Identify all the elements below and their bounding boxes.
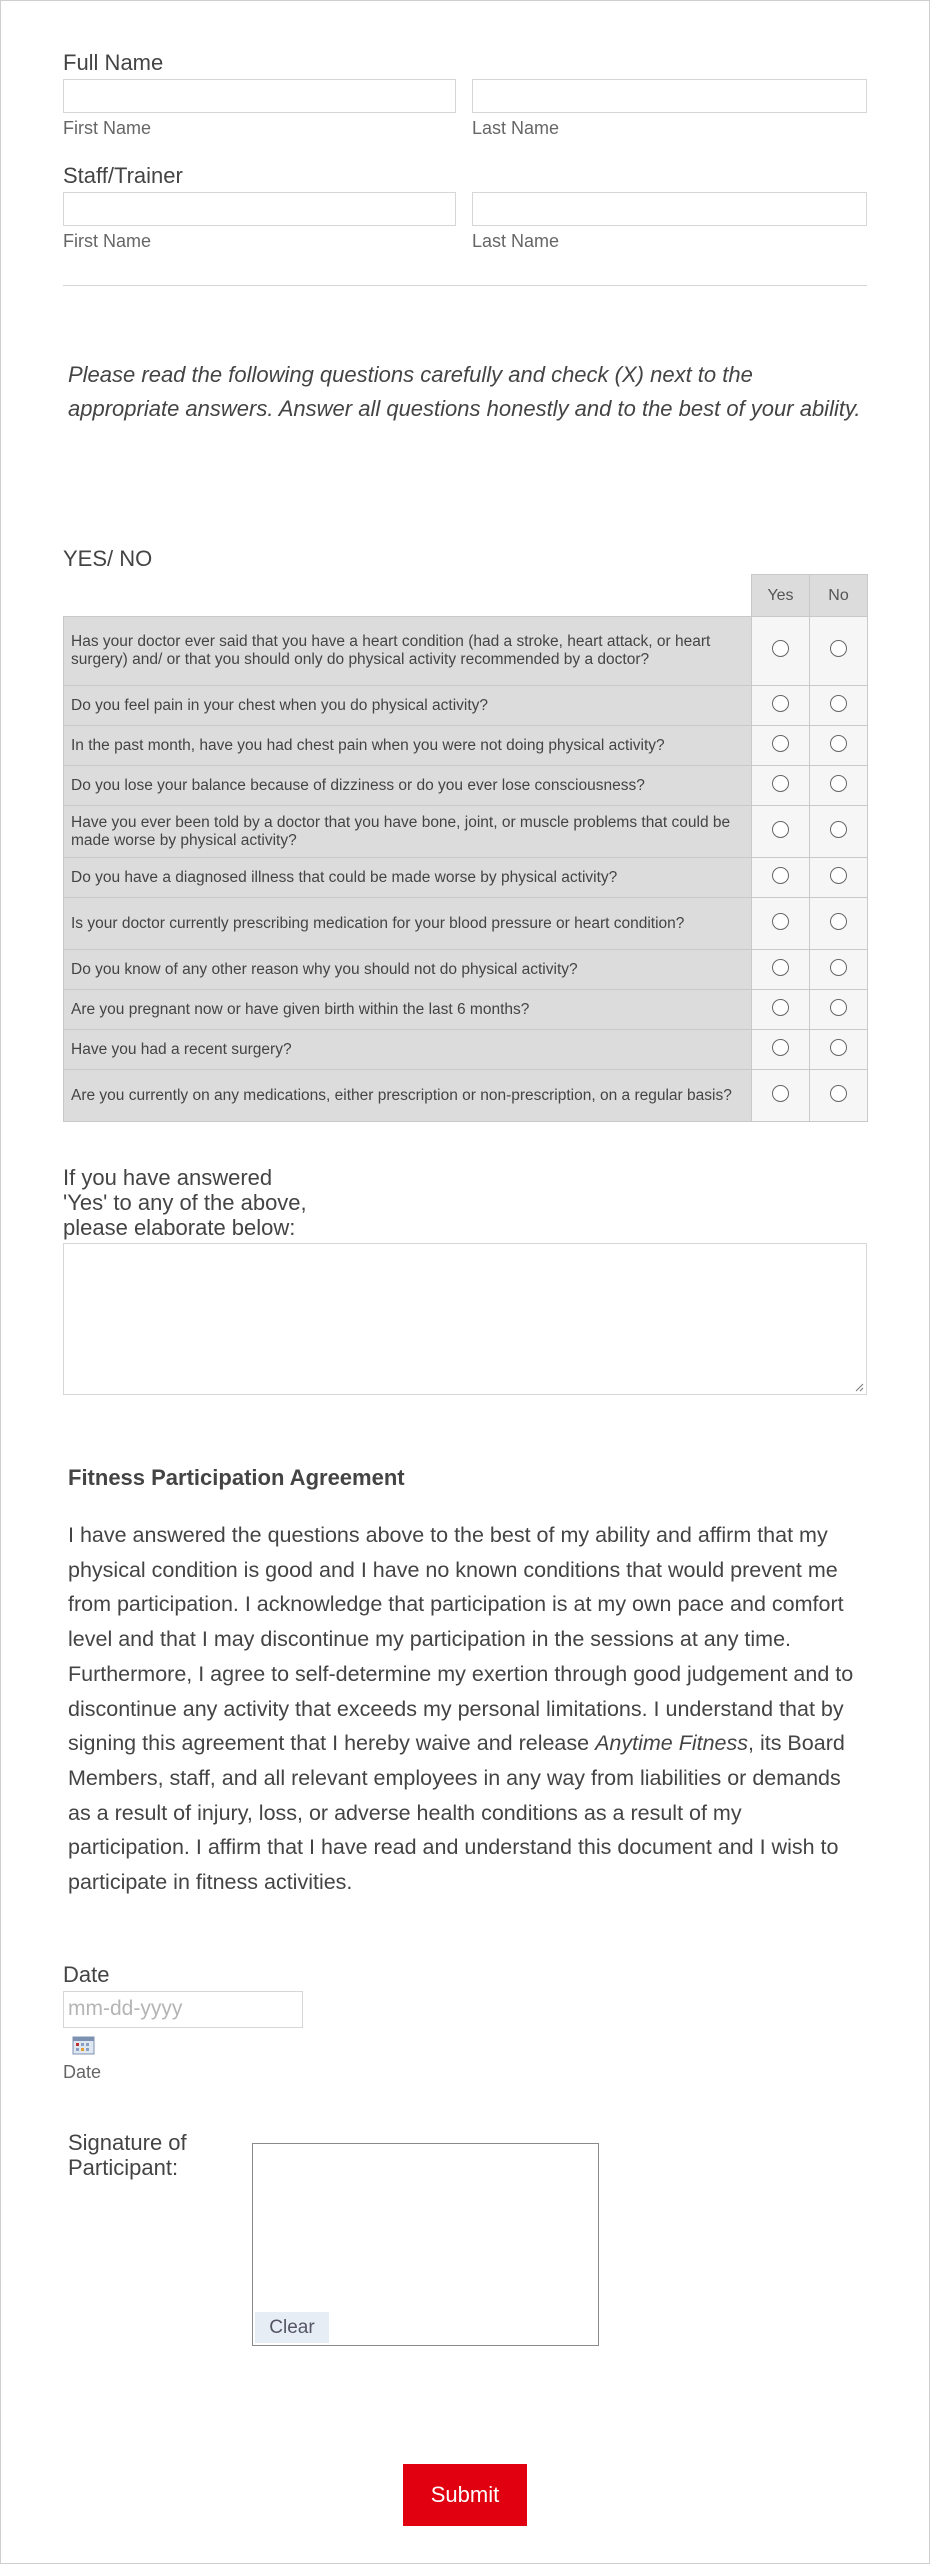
radio-no[interactable] xyxy=(830,775,847,792)
agreement-text: I have answered the questions above to the best of my ability and affirm that my physical condition is good and I have no known conditions that would prevent me from participation. I acknowledge that participation is at my own pace and comfort level and that I may discontinue my participation in the sessions at any time. Furthermore, I agree to self-determine my exertion through good judgement and to discontinue any activity that exceeds my personal limitations. I understand that by signing this agreement that I hereby waive and release xyxy=(68,1523,854,1756)
column-header-no: No xyxy=(810,575,868,617)
matrix-cell-yes[interactable] xyxy=(752,858,810,898)
radio-yes[interactable] xyxy=(772,640,789,657)
agreement-text: , its Board Members, staff, and all relevant employees in any way from liabilities or demands as a result of injury, loss, or adverse health conditions as a result of my participation. I affirm that I have read and understand this document and I wish to participate in fitness activities. xyxy=(68,1731,845,1895)
matrix-row xyxy=(64,617,868,686)
matrix-cell-no[interactable] xyxy=(810,990,868,1030)
signature-label-line: Participant: xyxy=(68,2155,179,2180)
matrix-cell-yes[interactable] xyxy=(752,1070,810,1122)
matrix-cell-yes[interactable] xyxy=(752,617,810,686)
matrix-row xyxy=(64,990,868,1030)
radio-no[interactable] xyxy=(830,999,847,1016)
elaborate-textarea[interactable] xyxy=(63,1243,867,1395)
elaborate-label-line: If you have answered xyxy=(63,1165,273,1190)
matrix-question: Do you feel pain in your chest when you do physical activity? xyxy=(64,686,752,726)
staff-first-sublabel: First Name xyxy=(63,231,152,251)
matrix-cell-no[interactable] xyxy=(810,858,868,898)
matrix-label: YES/ NO xyxy=(63,546,153,571)
matrix-cell-yes[interactable] xyxy=(752,726,810,766)
matrix-row xyxy=(64,806,868,858)
matrix-row xyxy=(64,766,868,806)
staff-last-input[interactable] xyxy=(472,192,867,226)
signature-label-line: Signature of xyxy=(68,2130,187,2155)
matrix-row xyxy=(64,898,868,950)
matrix-question: Are you currently on any medications, either prescription or non-prescription, on a regular basis? xyxy=(64,1070,752,1122)
full-name-label: Full Name xyxy=(63,50,164,75)
agreement-title: Fitness Participation Agreement xyxy=(68,1465,405,1490)
column-header-yes: Yes xyxy=(752,575,810,617)
radio-no[interactable] xyxy=(830,735,847,752)
radio-no[interactable] xyxy=(830,1085,847,1102)
matrix-cell-no[interactable] xyxy=(810,806,868,858)
radio-yes[interactable] xyxy=(772,775,789,792)
matrix-cell-no[interactable] xyxy=(810,617,868,686)
matrix-cell-yes[interactable] xyxy=(752,950,810,990)
matrix-cell-yes[interactable] xyxy=(752,990,810,1030)
matrix-cell-yes[interactable] xyxy=(752,686,810,726)
radio-yes[interactable] xyxy=(772,1085,789,1102)
radio-no[interactable] xyxy=(830,1039,847,1056)
radio-no[interactable] xyxy=(830,640,847,657)
clear-signature-button[interactable]: Clear xyxy=(255,2312,329,2343)
matrix-cell-yes[interactable] xyxy=(752,766,810,806)
staff-last-sublabel: Last Name xyxy=(472,231,560,251)
elaborate-label xyxy=(63,1165,307,1240)
matrix-question: Do you have a diagnosed illness that could be made worse by physical activity? xyxy=(64,858,752,898)
calendar-icon[interactable] xyxy=(72,2035,95,2055)
date-sublabel: Date xyxy=(63,2062,102,2082)
date-placeholder: mm-dd-yyyy xyxy=(68,1997,183,2020)
matrix-cell-yes[interactable] xyxy=(752,806,810,858)
full-name-last-sublabel: Last Name xyxy=(472,118,560,138)
matrix-cell-no[interactable] xyxy=(810,898,868,950)
agreement-body xyxy=(68,1518,868,1900)
radio-yes[interactable] xyxy=(772,821,789,838)
matrix-question: Is your doctor currently prescribing medication for your blood pressure or heart condition? xyxy=(64,898,752,950)
radio-yes[interactable] xyxy=(772,735,789,752)
elaborate-label-line: 'Yes' to any of the above, xyxy=(63,1190,307,1215)
radio-yes[interactable] xyxy=(772,959,789,976)
matrix-row xyxy=(64,950,868,990)
radio-yes[interactable] xyxy=(772,867,789,884)
submit-button[interactable]: Submit xyxy=(403,2464,527,2526)
agreement-company: Anytime Fitness xyxy=(595,1731,749,1756)
matrix-cell-no[interactable] xyxy=(810,1070,868,1122)
full-name-first-sublabel: First Name xyxy=(63,118,152,138)
radio-yes[interactable] xyxy=(772,695,789,712)
matrix-cell-yes[interactable] xyxy=(752,1030,810,1070)
radio-no[interactable] xyxy=(830,867,847,884)
matrix-cell-no[interactable] xyxy=(810,1030,868,1070)
matrix-question: Are you pregnant now or have given birth within the last 6 months? xyxy=(64,990,752,1030)
signature-label xyxy=(68,2130,187,2180)
radio-yes[interactable] xyxy=(772,913,789,930)
matrix-question: In the past month, have you had chest pain when you were not doing physical activity? xyxy=(64,726,752,766)
matrix-question: Have you had a recent surgery? xyxy=(64,1030,752,1070)
matrix-row xyxy=(64,1030,868,1070)
yes-no-matrix xyxy=(63,574,868,1122)
matrix-cell-yes[interactable] xyxy=(752,898,810,950)
radio-no[interactable] xyxy=(830,959,847,976)
elaborate-label-line: please elaborate below: xyxy=(63,1215,296,1240)
matrix-row xyxy=(64,686,868,726)
date-label: Date xyxy=(63,1962,110,1987)
full-name-last-input[interactable] xyxy=(472,79,867,113)
matrix-question: Have you ever been told by a doctor that you have bone, joint, or muscle problems that could be made worse by physical activity? xyxy=(64,806,752,858)
matrix-question: Has your doctor ever said that you have a heart condition (had a stroke, heart attack, or heart surgery) and/ or that you should only do physical activity recommended by a doctor? xyxy=(64,617,752,686)
matrix-cell-no[interactable] xyxy=(810,950,868,990)
signature-pad[interactable] xyxy=(252,2143,599,2346)
matrix-question: Do you know of any other reason why you should not do physical activity? xyxy=(64,950,752,990)
matrix-cell-no[interactable] xyxy=(810,766,868,806)
matrix-cell-no[interactable] xyxy=(810,686,868,726)
radio-no[interactable] xyxy=(830,913,847,930)
full-name-first-input[interactable] xyxy=(63,79,456,113)
matrix-question: Do you lose your balance because of dizziness or do you ever lose consciousness? xyxy=(64,766,752,806)
radio-yes[interactable] xyxy=(772,999,789,1016)
staff-first-input[interactable] xyxy=(63,192,456,226)
matrix-row xyxy=(64,726,868,766)
resize-handle-icon[interactable] xyxy=(854,1382,864,1392)
radio-no[interactable] xyxy=(830,821,847,838)
date-input[interactable] xyxy=(63,1991,303,2028)
divider xyxy=(63,285,867,286)
matrix-cell-no[interactable] xyxy=(810,726,868,766)
matrix-row xyxy=(64,858,868,898)
staff-trainer-label: Staff/Trainer xyxy=(63,163,183,188)
intro-text: Please read the following questions carefully and check (X) next to the appropriate answers. Answer all questions honestly and to the best of your ability. xyxy=(68,362,861,421)
radio-no[interactable] xyxy=(830,695,847,712)
matrix-row xyxy=(64,1070,868,1122)
radio-yes[interactable] xyxy=(772,1039,789,1056)
